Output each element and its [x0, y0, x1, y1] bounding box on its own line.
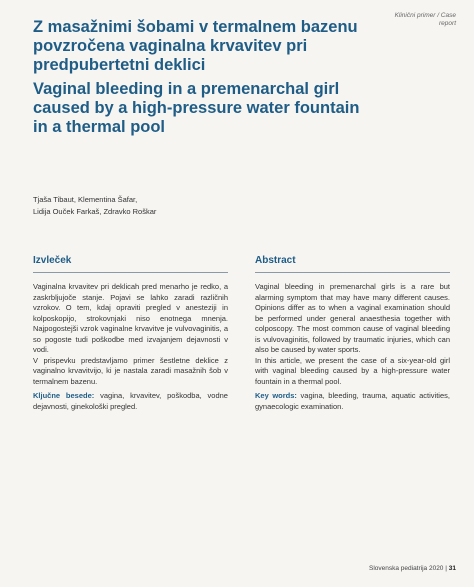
abstract-keywords-label: Key words:	[255, 391, 297, 400]
footer-separator: |	[445, 565, 447, 572]
case-type-label: Klinični primer / Case report	[394, 12, 456, 27]
abstract-paragraph-2: In this article, we present the case of a six-year-old girl with vaginal bleeding caused by a high-pressure water fountain in a thermal pool.	[255, 355, 450, 386]
izvlecek-body	[33, 282, 228, 412]
page-footer	[369, 565, 456, 572]
title-slovenian: Z masažnimi šobami v termalnem bazenu povzročena vaginalna krvavitev pri predpubertetni deklici	[33, 18, 358, 74]
author-line-1: Tjaša Tibaut, Klementina Šafar,	[33, 195, 138, 204]
abstract-body	[255, 282, 450, 412]
author-line-2: Lidija Ouček Farkaš, Zdravko Roškar	[33, 207, 157, 216]
abstract-keywords	[255, 391, 450, 412]
title-english: Vaginal bleeding in a premenarchal girl caused by a high-pressure water fountain in a thermal pool	[33, 80, 360, 136]
izvlecek-keywords-label: Ključne besede:	[33, 391, 95, 400]
journal-name: Slovenska pediatrija 2020	[368, 565, 444, 572]
abstract-section	[255, 255, 450, 412]
izvlecek-paragraph-1: Vaginalna krvavitev pri deklicah pred menarho je redko, a zaskrbljujoče stanje. Pojavi se lahko zaradi različnih vzrokov. O tem, kdaj opraviti pregled v anesteziji in kolposkopijo, strokovnjaki niso enotnega mnenja. Najpogostejši vzrok vaginalne krvavitve je vulvovaginitis, a so pogoste tudi poškodbe med izvajanjem dejavnosti v vodi.	[33, 282, 228, 354]
izvlecek-heading: Izvleček	[33, 255, 228, 273]
izvlecek-keywords-text: vagina, krvavitev, poškodba, vodne dejavnosti, ginekološki pregled.	[33, 391, 228, 411]
page-number: 31	[448, 565, 456, 572]
abstract-keywords-text: vagina, bleeding, trauma, aquatic activities, gynaecologic examination.	[255, 391, 450, 411]
abstract-heading: Abstract	[255, 255, 450, 273]
izvlecek-paragraph-2: V prispevku predstavljamo primer šestletne deklice z vaginalno krvavitvijo, ki je nastala zaradi masažnih šob v termalnem bazenu.	[33, 355, 228, 386]
author-list	[33, 194, 283, 218]
izvlecek-section	[33, 255, 228, 412]
abstract-paragraph-1: Vaginal bleeding in premenarchal girls is a rare but alarming symptom that may have many different causes. Opinions differ as to when a vaginal examination should be performed under general anaesthesia together with colposcopy. The most common cause of vaginal bleeding is vulvovaginitis, followed by traumatic injuries, which can also be caused by water sports.	[255, 282, 450, 354]
izvlecek-keywords	[33, 391, 228, 412]
